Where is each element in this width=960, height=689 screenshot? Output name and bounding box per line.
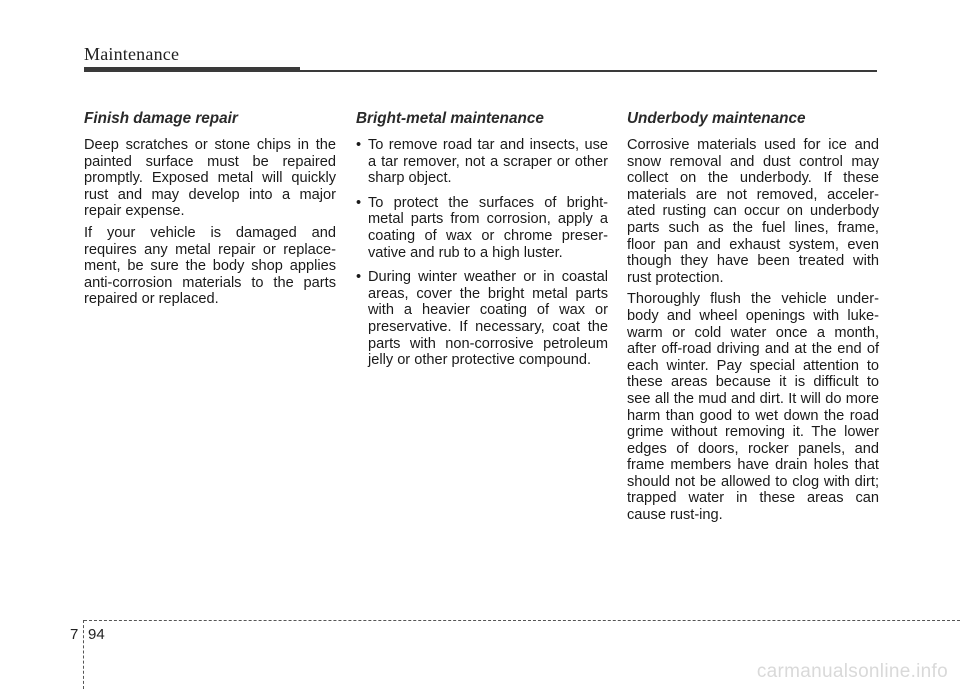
list-item xyxy=(356,137,608,187)
list-item xyxy=(356,195,608,261)
list-item-text: To protect the surfaces of bright-metal parts from corrosion, apply a coating of wax or chrome preser-vative and rub to a high luster. xyxy=(368,194,608,261)
bullet-icon: • xyxy=(356,269,362,286)
bullet-icon: • xyxy=(356,137,362,153)
bullet-icon: • xyxy=(356,194,362,211)
header-rule-thin xyxy=(300,70,877,72)
paragraph: Thoroughly flush the vehicle under-body and wheel openings with luke-warm or cold water once a month, after off-road driving and at the end of each winter. Pay special attention to these areas because it is difficult to see all the mud and dirt. It will do more harm than good to wet down the road grime without removing it. The lower edges of doors, rocker panels, and frame members have drain holes that should not be allowed to clog with dirt; trapped water in these areas can cause rust-ing. xyxy=(627,291,879,524)
column-finish-damage-repair xyxy=(84,110,336,313)
column-bright-metal-maintenance xyxy=(356,110,608,377)
list-item-text: During winter weather or in coastal areas, cover the bright metal parts with a heavier coating of wax or preservative. If necessary, coat the parts with non-corrosive petroleum jelly or other protective compound. xyxy=(368,269,608,369)
section-title: Maintenance xyxy=(84,44,180,64)
page-number: 94 xyxy=(88,626,105,643)
paragraph: Deep scratches or stone chips in the painted surface must be repaired promptly. Exposed metal will quickly rust and may develop into a major repair expense. xyxy=(84,137,336,220)
watermark: carmanualsonline.info xyxy=(756,661,948,682)
list-item xyxy=(356,269,608,369)
heading-finish-damage-repair: Finish damage repair xyxy=(84,110,238,127)
chapter-number: 7 xyxy=(70,626,79,643)
paragraph: Corrosive materials used for ice and snow removal and dust control may collect on the underbody. If these materials are not removed, acceler-ated rusting can occur on underbody parts such as the fuel lines, frame, floor pan and exhaust system, even though they have been treated with rust protection. xyxy=(627,137,879,286)
footer-dashed-divider xyxy=(83,620,84,689)
heading-underbody-maintenance: Underbody maintenance xyxy=(627,110,806,127)
paragraph: If your vehicle is damaged and requires any metal repair or replace-ment, be sure the body shop applies anti-corrosion materials to the parts repaired or replaced. xyxy=(84,224,336,308)
bullet-list xyxy=(356,137,608,369)
column-underbody-maintenance xyxy=(627,110,879,529)
footer-dashed-rule xyxy=(84,620,960,621)
list-item-text: To remove road tar and insects, use a tar remover, not a scraper or other sharp object. xyxy=(368,137,608,187)
header-rule-thick xyxy=(84,67,300,72)
heading-bright-metal-maintenance: Bright-metal maintenance xyxy=(356,110,544,127)
